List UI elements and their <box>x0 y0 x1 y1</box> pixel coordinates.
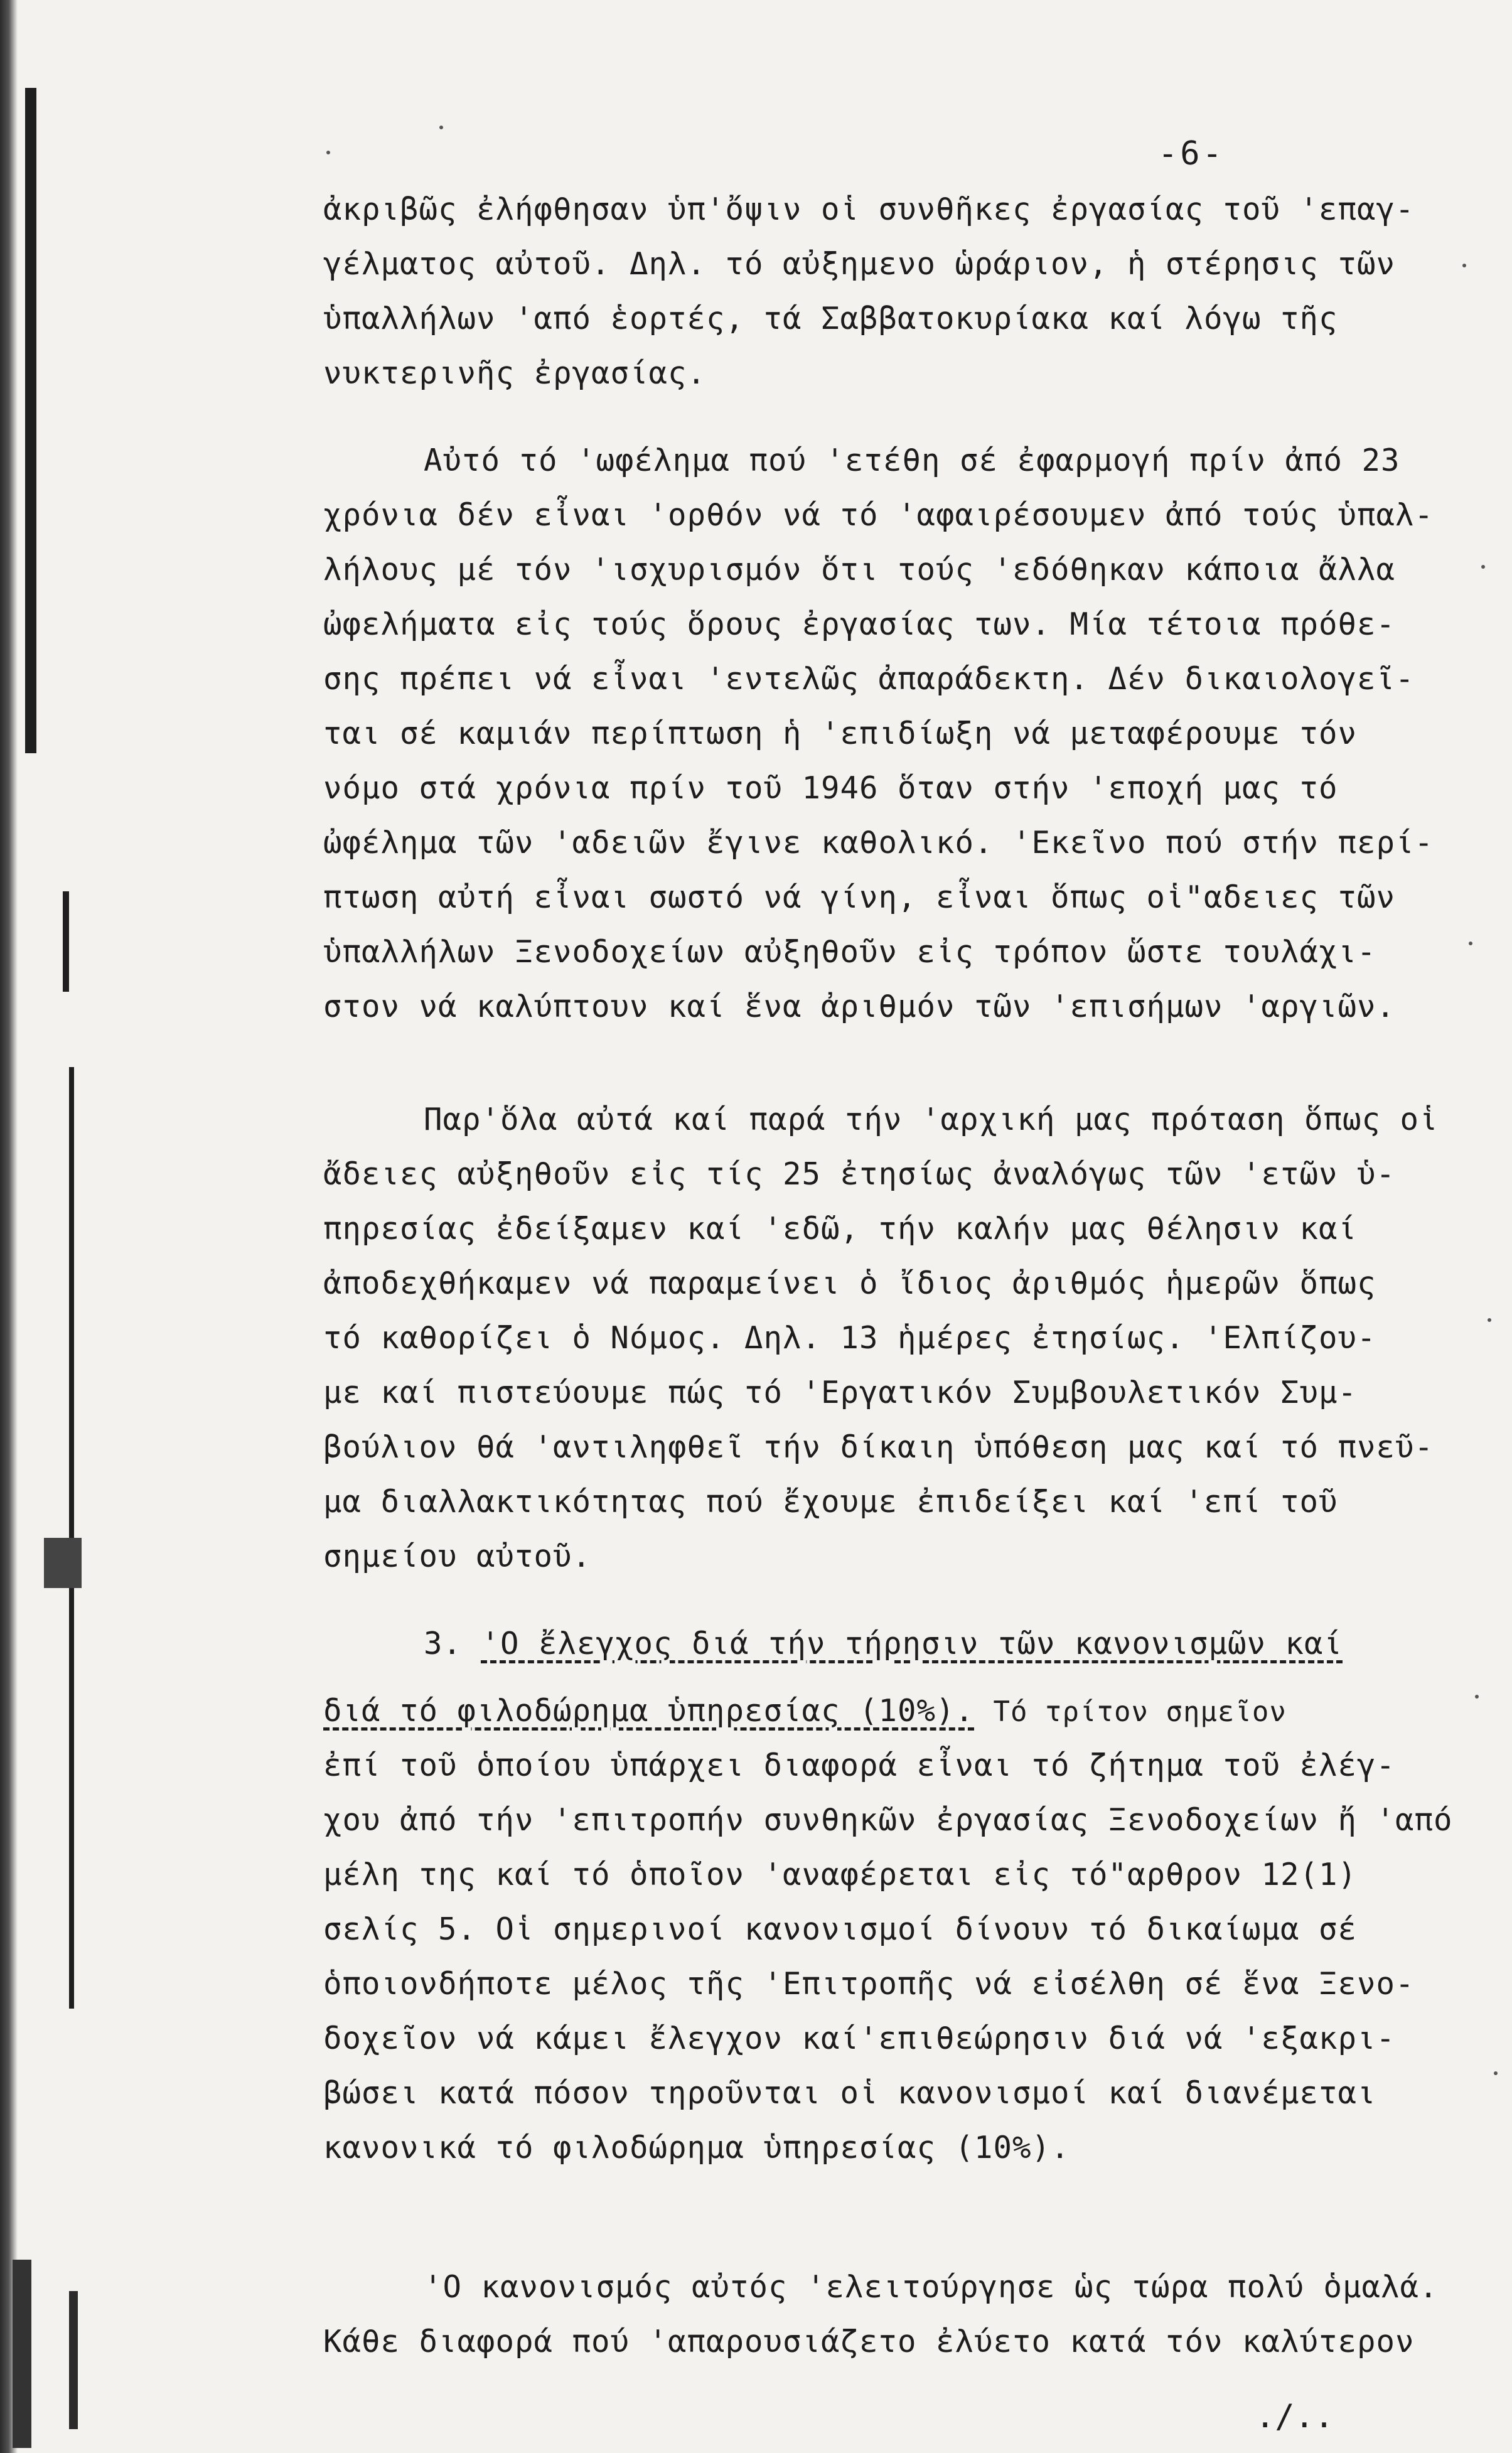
text-line: μέλη της καί τό ὁποῖον 'αναφέρεται εἰς τό"αρθρον 12(1) <box>323 1857 1358 1892</box>
text-line: στον νά καλύπτουν καί ἕνα ἀριθμόν τῶν 'επισήμων 'αργιῶν. <box>323 989 1396 1024</box>
scan-artifact-bar <box>25 88 36 753</box>
text-line: ἀκριβῶς ἐλήφθησαν ὑπ'ὄψιν οἱ συνθῆκες ἐργασίας τοῦ 'επαγ- <box>323 191 1415 227</box>
text-line: Κάθε διαφορά πού 'απαρουσιάζετο ἐλύετο κατά τόν καλύτερον <box>323 2324 1415 2359</box>
section-heading-line-2 <box>323 1683 1428 1738</box>
paragraph-2 <box>323 433 1434 1034</box>
text-line: βούλιον θά 'αντιληφθεῖ τήν δίκαιη ὑπόθεση μας καί τό πνεῦ- <box>323 1429 1434 1465</box>
text-line: γέλματος αὐτοῦ. Δηλ. τό αὐξημενο ὡράριον, ἡ στέρησις τῶν <box>323 246 1396 282</box>
text-line: Αὐτό τό 'ωφέλημα πού 'ετέθη σέ ἐφαρμογή πρίν ἀπό 23 <box>424 443 1400 478</box>
scan-artifact-bar <box>44 1538 82 1588</box>
section-heading-line-1 <box>323 1616 1428 1671</box>
section-3 <box>323 1616 1453 2175</box>
continuation-mark: ./.. <box>1255 2398 1334 2435</box>
scan-artifact-bar <box>13 2260 31 2448</box>
text-line: βώσει κατά πόσον τηροῦνται οἱ κανονισμοί καί διανέμεται <box>323 2075 1376 2111</box>
text-line: πηρεσίας ἐδείξαμεν καί 'εδῶ, τήν καλήν μας θέλησιν καί <box>323 1211 1358 1247</box>
scan-edge-shadow <box>0 0 18 2453</box>
section-heading-text: διά τό φιλοδώρημα ὑπηρεσίας (10%). <box>323 1693 975 1729</box>
text-line: ὠφέλημα τῶν 'αδειῶν ἔγινε καθολικό. 'Εκεῖνο πού στήν περί- <box>323 825 1434 861</box>
text-line: δοχεῖον νά κάμει ἔλεγχον καί'επιθεώρησιν διά νά 'εξακρι- <box>323 2021 1396 2056</box>
scan-speck <box>1481 565 1485 569</box>
text-line: λήλους μέ τόν 'ισχυρισμόν ὅτι τούς 'εδόθηκαν κάποια ἄλλα <box>323 552 1396 588</box>
scan-artifact-bar <box>63 891 69 992</box>
text-line: ὑπαλλήλων Ξενοδοχείων αὐξηθοῦν εἰς τρόπον ὥστε τουλάχι- <box>323 934 1376 970</box>
section-lead-text: Τό τρίτον σημεῖον <box>993 1696 1287 1728</box>
text-line: πτωση αὐτή εἶναι σωστό νά γίνη, εἶναι ὅπως οἱ"αδειες τῶν <box>323 879 1396 915</box>
text-line: χου ἀπό τήν 'επιτροπήν συνθηκῶν ἐργασίας Ξενοδοχείων ἤ 'από <box>323 1802 1453 1838</box>
scan-speck <box>1469 942 1472 945</box>
section-number: 3. <box>424 1626 463 1661</box>
paragraph-3 <box>323 1092 1439 1584</box>
text-line: μα διαλλακτικότητας πού ἔχουμε ἐπιδείξει καί 'επί τοῦ <box>323 1484 1338 1520</box>
text-line: 'Ο κανονισμός αὐτός 'ελειτούργησε ὡς τώρα πολύ ὁμαλά. <box>424 2269 1439 2305</box>
scan-speck <box>1462 264 1466 267</box>
scan-speck <box>1494 2071 1498 2075</box>
text-line: ἀποδεχθήκαμεν νά παραμείνει ὁ ἴδιος ἀριθμός ἡμερῶν ὅπως <box>323 1265 1376 1301</box>
scan-speck <box>439 126 443 129</box>
paragraph-5 <box>323 2260 1439 2369</box>
text-line: χρόνια δέν εἶναι 'ορθόν νά τό 'αφαιρέσουμεν ἀπό τούς ὑπαλ- <box>323 497 1434 533</box>
text-line: κανονικά τό φιλοδώρημα ὑπηρεσίας (10%). <box>323 2130 1070 2166</box>
text-line: ται σέ καμιάν περίπτωση ἡ 'επιδίωξη νά μεταφέρουμε τόν <box>323 716 1358 751</box>
text-line: τό καθορίζει ὁ Νόμος. Δηλ. 13 ἡμέρες ἐτησίως. 'Ελπίζου- <box>323 1320 1376 1356</box>
text-line: νόμο στά χρόνια πρίν τοῦ 1946 ὅταν στήν 'εποχή μας τό <box>323 770 1338 806</box>
text-line: ὠφελήματα εἰς τούς ὅρους ἐργασίας των. Μία τέτοια πρόθε- <box>323 606 1396 642</box>
scan-artifact-bar <box>69 2291 78 2429</box>
text-line: ὁποιονδήποτε μέλος τῆς 'Επιτροπῆς νά εἰσέλθη σέ ἕνα Ξενο- <box>323 1966 1415 2002</box>
text-line: ὑπαλλήλων 'από ἑορτές, τά Σαββατοκυρίακα καί λόγω τῆς <box>323 301 1338 336</box>
text-line: νυκτερινῆς ἐργασίας. <box>323 355 707 391</box>
text-line: ἄδειες αὐξηθοῦν εἰς τίς 25 ἐτησίως ἀναλόγως τῶν 'ετῶν ὑ- <box>323 1156 1396 1192</box>
text-line: με καί πιστεύουμε πώς τό 'Εργατικόν Συμβουλετικόν Συμ- <box>323 1375 1358 1410</box>
scan-speck <box>1475 1695 1479 1699</box>
scan-speck <box>326 151 330 154</box>
page-number: -6- <box>1158 135 1225 173</box>
scan-speck <box>1488 1318 1491 1322</box>
text-line: σης πρέπει νά εἶναι 'εντελῶς ἀπαράδεκτη. Δέν δικαιολογεῖ- <box>323 661 1415 697</box>
section-heading-text: 'Ο ἔλεγχος διά τήν τήρησιν τῶν κανονισμῶν καί <box>481 1626 1343 1661</box>
text-line: Παρ'ὅλα αὐτά καί παρά τήν 'αρχική μας πρόταση ὅπως οἱ <box>424 1102 1439 1137</box>
paragraph-1 <box>323 182 1428 400</box>
text-line: σελίς 5. Οἱ σημερινοί κανονισμοί δίνουν τό δικαίωμα σέ <box>323 1911 1358 1947</box>
text-line: σημείου αὐτοῦ. <box>323 1538 592 1574</box>
text-line: ἐπί τοῦ ὁποίου ὑπάρχει διαφορά εἶναι τό ζήτημα τοῦ ἐλέγ- <box>323 1747 1396 1783</box>
